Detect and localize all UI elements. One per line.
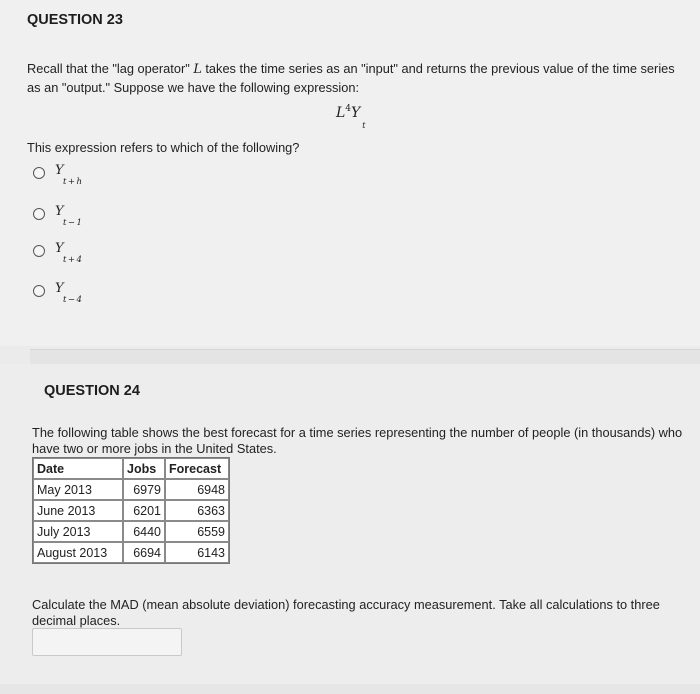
question-24-heading: QUESTION 24 (44, 383, 140, 399)
lag-operator-symbol: L (193, 62, 202, 77)
lag-expression: $L^4Y_t$ (336, 104, 366, 130)
table-header-row (33, 458, 229, 479)
cell-jobs: 6694 (123, 542, 165, 563)
cell-date: August 2013 (33, 542, 123, 563)
cell-forecast: 6363 (165, 500, 229, 521)
column-header-forecast: Forecast (165, 458, 229, 479)
table-row (33, 542, 229, 563)
question-23-heading: QUESTION 23 (27, 12, 123, 28)
question-divider (30, 349, 700, 364)
answer-option-2[interactable]: Y t−1 (33, 206, 233, 232)
question-23-prompt: This expression refers to which of the following? (27, 140, 300, 155)
cell-jobs: 6201 (123, 500, 165, 521)
question-23-intro: Recall that the "lag operator" L takes the time series as an "input" and returns the previous value of the time series as an "output." Suppose we have the following expression: (27, 61, 675, 95)
cell-date: June 2013 (33, 500, 123, 521)
answer-input[interactable] (32, 628, 182, 656)
column-header-date: Date (33, 458, 123, 479)
answer-option-3[interactable]: Y t+4 (33, 243, 233, 269)
column-header-jobs: Jobs (123, 458, 165, 479)
cell-forecast: 6143 (165, 542, 229, 563)
radio-button[interactable] (33, 167, 45, 179)
cell-jobs: 6440 (123, 521, 165, 542)
cell-date: July 2013 (33, 521, 123, 542)
radio-button[interactable] (33, 245, 45, 257)
question-24-intro: The following table shows the best forecast for a time series representing the number of people (in thousands) who have two or more jobs in the United States. (32, 425, 683, 456)
answer-option-4[interactable]: Y t−4 (33, 283, 233, 309)
table-row (33, 521, 229, 542)
table-row (33, 479, 229, 500)
cell-forecast: 6559 (165, 521, 229, 542)
question-24-instruction: Calculate the MAD (mean absolute deviation) forecasting accuracy measurement. Take all calculations to three decimal places. (32, 597, 660, 628)
cell-date: May 2013 (33, 479, 123, 500)
forecast-table (32, 457, 230, 564)
cell-forecast: 6948 (165, 479, 229, 500)
radio-button[interactable] (33, 208, 45, 220)
radio-button[interactable] (33, 285, 45, 297)
cell-jobs: 6979 (123, 479, 165, 500)
question-23 (0, 0, 700, 346)
bottom-rule (0, 684, 700, 694)
table-row (33, 500, 229, 521)
answer-option-1[interactable]: Y t+h (33, 165, 233, 191)
